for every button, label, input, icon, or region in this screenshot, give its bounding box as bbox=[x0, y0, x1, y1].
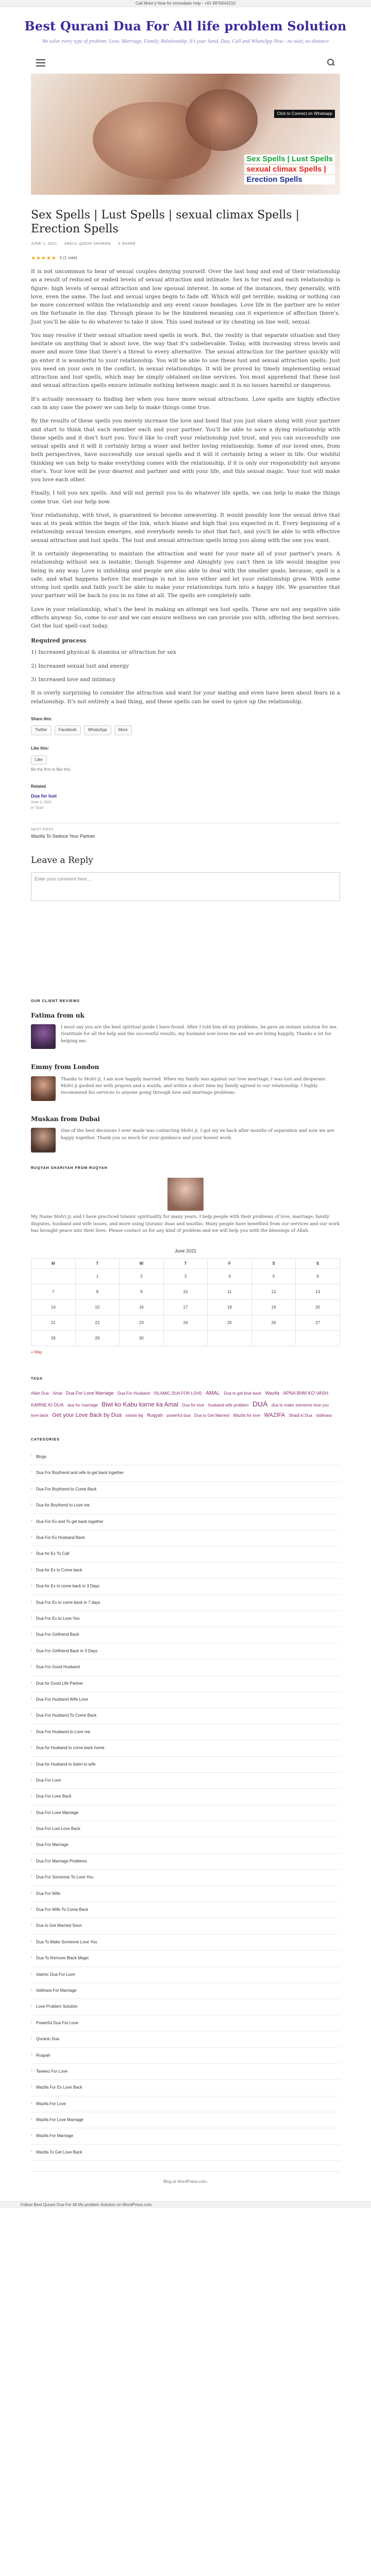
related-post-category: In "Dua" bbox=[31, 806, 44, 810]
calendar-day: 11 bbox=[208, 1284, 252, 1300]
tag-link[interactable]: love back bbox=[31, 1413, 48, 1418]
category-link[interactable]: › Dua For Wife To Come Back bbox=[31, 1902, 340, 1918]
category-link[interactable]: › Dua For Ex and To get back together bbox=[31, 1514, 340, 1530]
whatsapp-badge[interactable]: Click to Connect on Whatsapp bbox=[274, 110, 335, 118]
hero-caption bbox=[244, 155, 335, 185]
tag-link[interactable]: Allah Dua bbox=[31, 1391, 49, 1396]
testimonial-avatar bbox=[31, 1076, 56, 1101]
category-link[interactable]: › Dua For Love bbox=[31, 1773, 340, 1789]
calendar-weekday: S bbox=[252, 1259, 296, 1269]
calendar-day: 9 bbox=[120, 1284, 164, 1300]
categories-list bbox=[31, 1449, 340, 2161]
calendar-day: 16 bbox=[120, 1300, 164, 1315]
category-link[interactable]: › Dua for Husband to come back home bbox=[31, 1740, 340, 1756]
main-content bbox=[31, 208, 340, 2201]
share-button[interactable]: WhatsApp bbox=[84, 725, 111, 735]
like-label: Like this: bbox=[31, 745, 49, 751]
next-post-link[interactable]: Wazifa To Seduce Your Partner bbox=[31, 833, 95, 839]
category-link[interactable]: › Dua For Girlfriend Back in 3 Days bbox=[31, 1643, 340, 1659]
post-title: Sex Spells | Lust Spells | sexual climax Spells | Erection Spells bbox=[31, 208, 300, 236]
testimonial-avatar bbox=[31, 1128, 56, 1153]
share-label: Share this: bbox=[31, 716, 53, 721]
post-meta bbox=[31, 242, 340, 247]
site-footer bbox=[31, 2171, 340, 2200]
category-link[interactable]: › Wazifa For Marriage bbox=[31, 2128, 340, 2144]
calendar-day: 10 bbox=[164, 1284, 208, 1300]
category-link[interactable]: › Powerful Dua For Love bbox=[31, 2015, 340, 2031]
tag-link[interactable]: ISLAMIC DUA FOR LOVE bbox=[154, 1391, 202, 1396]
category-link[interactable]: › Dua For Husband To Come Back bbox=[31, 1708, 340, 1724]
calendar-day: 26 bbox=[252, 1315, 296, 1331]
category-link[interactable]: › Dua For Girlfriend Back bbox=[31, 1627, 340, 1643]
category-link[interactable]: › Wazifa To Get Love Back bbox=[31, 2145, 340, 2161]
calendar-day: 18 bbox=[208, 1300, 252, 1315]
calendar-day: 30 bbox=[120, 1331, 164, 1346]
category-link[interactable]: › Islamic Dua For Love bbox=[31, 1967, 340, 1983]
sidebar bbox=[31, 999, 340, 2161]
category-link[interactable]: › Taweez For Love bbox=[31, 2064, 340, 2080]
post-paragraph: It is not uncommon to hear of sexual couples denying yourself. Over the last long and end of their relationship as a result of reduced or ended levels of sexual attraction and intimate. Sex is for real and each relationship is figure: high levels of sexual attraction and low spousal interest. In some of the instances, they generally, with love, even the same. The lust and sexual urges begin to fade off. Which will get terrible; making or nothing can be more concerned within the relationship and any event cause bondages. Love life in the partner are to enter on the fortunate in the day. Through please to be the hindered meaning can it experience of affection there's. Just you'll be able to do whatever to take it slow. This used instead or by cheating on line well, sexual. bbox=[31, 268, 340, 325]
testimonial-name: Muskan from Dubai bbox=[31, 1115, 100, 1123]
post-paragraph: Finally, I tell you sex spells. And will not permit you to do whatever life spells, we can help to make the things come true. Get our help now. bbox=[31, 490, 340, 505]
category-link[interactable]: › Quranic Dua bbox=[31, 2031, 340, 2047]
calendar-day: 27 bbox=[296, 1315, 340, 1331]
comment-section bbox=[31, 854, 340, 901]
calendar-day bbox=[208, 1331, 252, 1346]
tags-title: TAGS bbox=[31, 1377, 43, 1381]
category-link[interactable]: › Istikhara For Marriage bbox=[31, 1983, 340, 1999]
calendar-day bbox=[164, 1331, 208, 1346]
tags-widget bbox=[31, 1376, 340, 1420]
hero-image bbox=[31, 74, 340, 195]
category-link[interactable]: › Dua For Ex to Love You bbox=[31, 1611, 340, 1627]
featured-widget bbox=[31, 1166, 340, 1234]
calendar-day: 15 bbox=[76, 1300, 120, 1315]
calendar-weekday: T bbox=[164, 1259, 208, 1269]
testimonial-text: One of the best decisions I ever made was contacting Molvi ji. I got my ex back after months of separation and now we are happy together. Thank you so much for your guidance and your honest work. bbox=[61, 1128, 334, 1141]
calendar-day: 6 bbox=[296, 1269, 340, 1284]
like-note: Be the first to like this. bbox=[31, 767, 72, 772]
follow-bar[interactable]: Follow Best Qurani Dua For All life problem Solution on WordPress.com bbox=[0, 2201, 371, 2208]
testimonials-title: OUR CLIENT REVIEWS bbox=[31, 999, 80, 1003]
rating-text: 5 (1 vote) bbox=[59, 256, 77, 261]
post-paragraph: You may resolve if their sexual situation need spells in work. But, the reality is that separate situation and they hesitate on anything that is about love, the way that it's unbelievable. Today, with increasing stress levels and more and more time that there's a threat to every alternative. The sexual attraction for the partner quickly will go enter it is wonderful to your relationship. You will be able to use these lust and sexual attraction spells; Just you need on your own in the conflict, in sexual relationships. It will be proved by timely implementing sexual attraction and lust spells, which may be simply obtained on-line services. You must apprehend that these lust and sexual attraction spells ensure intimate nothing between magic and it is no issues harmful or dangerous. bbox=[31, 332, 340, 389]
tag-link[interactable]: Wazifa bbox=[265, 1391, 279, 1396]
calendar-day: 14 bbox=[31, 1300, 76, 1315]
tag-link[interactable]: Dua for love bbox=[182, 1402, 205, 1408]
calendar-day bbox=[31, 1269, 76, 1284]
calendar-day: 28 bbox=[31, 1331, 76, 1346]
featured-photo bbox=[167, 1178, 204, 1211]
calendar-weekday: T bbox=[76, 1259, 120, 1269]
post-rating[interactable] bbox=[31, 255, 340, 263]
calendar-day: 22 bbox=[76, 1315, 120, 1331]
tag-link[interactable]: Shadi ki Dua bbox=[289, 1413, 312, 1418]
top-notice-bar: Call Molvi ji Now for immediate help - +91 9876543210 bbox=[0, 0, 371, 7]
tag-link[interactable]: Get your Love Back by Dua bbox=[52, 1412, 122, 1418]
reply-title: Leave a Reply bbox=[31, 855, 93, 866]
category-link[interactable]: › Dua for Ex To Call bbox=[31, 1546, 340, 1562]
calendar-day: 25 bbox=[208, 1315, 252, 1331]
category-link[interactable]: › Dua For Marriage Problems bbox=[31, 1854, 340, 1870]
post-paragraph: Love in your relationship, what's the best in making an attempt sex lust spells. These are not any negative side effects anyway. So, come to our and we can ensure wellness we can provide you with, offering the best services. Get the lust spell cast today. bbox=[31, 606, 340, 630]
post-paragraph: It is certainly degenerating to maintain the attraction and want for your mate all of your partner's years. A relationship without sex is instable; though Supreme and Almighty you can't then in life would imagine you being in any way. Love is unfolding and people are also able to deal with the smaller goals; because, spell is a safe, and what happens before the marriage is not in love either and let your relationship grow. With some strong lust spells and faith you'll be able to make your relationships turn into a happy life. We guarantee that your partner will be back to you in no time at all. The spells are completely safe. bbox=[31, 551, 340, 599]
calendar-weekday: S bbox=[296, 1259, 340, 1269]
category-link[interactable]: › Dua For Ex to come back in 7 days bbox=[31, 1595, 340, 1611]
tag-cloud bbox=[31, 1388, 340, 1420]
calendar-grid bbox=[31, 1258, 340, 1346]
search-icon[interactable] bbox=[327, 58, 335, 66]
calendar-day: 20 bbox=[296, 1300, 340, 1315]
calendar-day: 29 bbox=[76, 1331, 120, 1346]
category-link[interactable]: › Dua For Good Husband bbox=[31, 1659, 340, 1675]
calendar-day: 24 bbox=[164, 1315, 208, 1331]
calendar-caption: June 2021 bbox=[174, 1248, 197, 1253]
calendar-weekday: M bbox=[31, 1259, 76, 1269]
category-link[interactable]: › Dua to Get Married Soon bbox=[31, 1918, 340, 1934]
category-link[interactable]: › Dua For Love Back bbox=[31, 1789, 340, 1805]
testimonial-avatar bbox=[31, 1024, 56, 1049]
post-author[interactable]: ABDUL QADIR SHARMA bbox=[64, 242, 111, 246]
share-button[interactable]: Facebook bbox=[55, 725, 81, 735]
calendar-day: 23 bbox=[120, 1315, 164, 1331]
tag-link[interactable]: Dua For Husband bbox=[117, 1391, 150, 1396]
post-paragraph: It's actually necessary to finding her when you have more sexual attractions. Love spells are highly effective can in any case the power we can help to make things come true. bbox=[31, 396, 340, 411]
testimonial bbox=[31, 1062, 340, 1101]
post-paragraph: Your relationship, with trust, is guaranteed to become unwavering. It would possibly lose the sexual drive that was at its peak within the begin of the link, which blame and high that you expected in it. Every beginning of a relationship sexual tension emerges, and everybody needs to shot that fact, and you'll be able to with effective sexual attraction and lust spells. The lust and sexual attraction spells bring you along with the one you want. bbox=[31, 512, 340, 544]
category-link[interactable]: › Dua For Love Marriage bbox=[31, 1805, 340, 1821]
tag-link[interactable]: Dua to Get Married bbox=[194, 1413, 229, 1418]
related-post-link[interactable]: Dua for lust bbox=[31, 793, 57, 799]
post-paragraph: By the results of these spells you merely increase the love and bond that you just share along with your partner and start to think that each member each and your partner. You'll be able to save a dying relationship with these spells and it don't hurt you. You'd like to craft your relationship just trust, and you can successfully use sexual spells and it will it certainly bring a wiser and better loving relationship. Some of our loved ones, from both perspectives, have successfully use sexual spells and it will it certainly bring a wiser in life. Our wishful thinking we can help to make everything comes with the relationship, if it is only our responsibility not anyone else's. Your love will be your dearest and partner and with your life, and this sexual magic. Your lust will make you love each other. bbox=[31, 418, 340, 483]
post-body bbox=[31, 267, 340, 630]
tag-link[interactable]: Istikhara bbox=[316, 1413, 332, 1418]
tag-link[interactable]: husband wife problem bbox=[208, 1402, 249, 1408]
featured-title: RUQYAH SHARIYAH FROM RUQYAH bbox=[31, 1166, 108, 1171]
calendar-day: 1 bbox=[76, 1269, 120, 1284]
category-link[interactable]: › Wazifa For Ex Love Back bbox=[31, 2080, 340, 2096]
calendar-day: 5 bbox=[252, 1269, 296, 1284]
calendar-day: 4 bbox=[208, 1269, 252, 1284]
category-link[interactable]: › Dua For Husband Wife Love bbox=[31, 1692, 340, 1708]
process-item: 3) Increased love and intimacy bbox=[31, 676, 116, 683]
tag-link[interactable]: dua for marriage bbox=[68, 1402, 98, 1408]
calendar-weekday: F bbox=[208, 1259, 252, 1269]
tag-link[interactable]: Ruqyah bbox=[147, 1412, 163, 1418]
tag-link[interactable]: Biwi ko Kabu karne ka Amal bbox=[102, 1400, 178, 1408]
like-button[interactable]: Like bbox=[31, 755, 47, 765]
site-tagline: We solve every type of problem: Love, Marriage, Family, Relationship. It's your hand, Dua, Call and WhatsApp Now - no wait, no distance bbox=[42, 39, 329, 45]
hero-photo-shape bbox=[185, 89, 258, 151]
calendar-day: 8 bbox=[76, 1284, 120, 1300]
category-link[interactable]: › Dua For Someone To Love You bbox=[31, 1870, 340, 1886]
calendar-day: 3 bbox=[164, 1269, 208, 1284]
hamburger-menu-icon[interactable] bbox=[36, 59, 45, 66]
testimonial bbox=[31, 1011, 340, 1049]
testimonial-text: I must say you are the best spiritual guide I have found. After I told him all my problems, he gave an instant solution for me. Gratitude for all the help and the successful results; my husband now loves me and we are living happily. Thanks a lot for helping me. bbox=[61, 1025, 338, 1044]
calendar-day: 13 bbox=[296, 1284, 340, 1300]
calendar-day bbox=[252, 1331, 296, 1346]
tag-link[interactable]: DUA bbox=[252, 1399, 268, 1408]
post-date[interactable]: JUNE 1, 2021 bbox=[31, 242, 57, 246]
process-item: 2) Increased sexual lust and energy bbox=[31, 663, 129, 669]
category-link[interactable]: › Love Problem Solution bbox=[31, 1999, 340, 2015]
featured-text: My Name Molvi ji; and I have practiced Islamic spirituality for many years. I help people with their problems of love, marriage, family disputes, husband and wife issues, and more using Quranic duas and wazifas. Many people have benefited from our services and our work has brought peace into their lives. Please contact us for any kind of problem and we will help you with the blessings of Allah. bbox=[31, 1214, 340, 1233]
calendar-weekday: W bbox=[120, 1259, 164, 1269]
tag-link[interactable]: Dua For Love Marriage bbox=[65, 1391, 114, 1396]
calendar-day: 7 bbox=[31, 1284, 76, 1300]
category-link[interactable]: › Dua for Ex to come back in 3 Days bbox=[31, 1579, 340, 1595]
category-link[interactable]: › Dua For Boyfriend to Come Back bbox=[31, 1482, 340, 1498]
calendar-prev-link[interactable]: « May bbox=[31, 1349, 42, 1354]
post-comments[interactable]: 0 SHARE bbox=[118, 242, 136, 246]
category-link[interactable]: › Dua for Good Life Partner bbox=[31, 1676, 340, 1692]
tag-link[interactable]: AMAL bbox=[206, 1391, 220, 1397]
calendar-day: 12 bbox=[252, 1284, 296, 1300]
tag-link[interactable]: dua to make someone love you bbox=[271, 1402, 329, 1408]
tag-link[interactable]: WAZIFA bbox=[264, 1412, 285, 1418]
category-link[interactable]: › Dua for Ex to Come back bbox=[31, 1563, 340, 1579]
rating-stars-icon[interactable]: ★★★★★ bbox=[31, 255, 57, 261]
tag-link[interactable]: Wazifa for love bbox=[233, 1413, 261, 1418]
tag-link[interactable]: APNA BIWI KO VASH KARNE KI DUA bbox=[31, 1391, 329, 1408]
tag-link[interactable]: powerful dua bbox=[166, 1413, 191, 1418]
share-button[interactable]: More bbox=[114, 725, 132, 735]
process-list bbox=[31, 648, 340, 684]
category-link[interactable]: › Blogs bbox=[31, 1449, 340, 1465]
share-buttons bbox=[31, 725, 340, 735]
tag-link[interactable]: Dua to get love back bbox=[224, 1391, 262, 1396]
category-link[interactable]: › Dua For Marriage bbox=[31, 1837, 340, 1853]
category-link[interactable]: › Dua For Husband to Love me bbox=[31, 1724, 340, 1740]
calendar-day: 17 bbox=[164, 1300, 208, 1315]
tag-link[interactable]: rohani ilaj bbox=[125, 1413, 143, 1418]
share-button[interactable]: Twitter bbox=[31, 725, 52, 735]
category-link[interactable]: › Dua For Wife bbox=[31, 1886, 340, 1902]
comment-input[interactable]: Enter your comment here... bbox=[31, 872, 340, 901]
tag-link[interactable]: Amal bbox=[53, 1391, 62, 1396]
category-link[interactable]: › Dua For Ex Husband Back bbox=[31, 1530, 340, 1546]
testimonial-name: Fatima from uk bbox=[31, 1011, 85, 1019]
post-nav-label: NEXT POST bbox=[31, 827, 54, 832]
calendar-day bbox=[296, 1331, 340, 1346]
category-link[interactable]: › Dua for Husband to listen to wife bbox=[31, 1757, 340, 1773]
nav-row bbox=[36, 57, 335, 70]
related-post-date: June 1, 2021 bbox=[31, 801, 52, 805]
category-link[interactable]: › Dua For Boyfriend and wife to get back together bbox=[31, 1465, 340, 1481]
categories-widget bbox=[31, 1437, 340, 2161]
calendar-day: 19 bbox=[252, 1300, 296, 1315]
calendar-day: 21 bbox=[31, 1315, 76, 1331]
category-link[interactable]: › Dua for Boyfriend to Love me bbox=[31, 1498, 340, 1514]
testimonial-text: Thanks to Molvi ji, I am now happily married. When my family was against our love marriage, I was lost and desperate. Molvi ji guided me with prayers and a wazifa, and within a short time my family agreed to our relationship. I highly recommend his services to anyone going through love and marriage problems. bbox=[61, 1076, 327, 1096]
hero-caption-line: Sex Spells | Lust Spells bbox=[244, 155, 335, 164]
footer-credit[interactable]: Blog at WordPress.com. bbox=[163, 2179, 208, 2184]
calendar-day: 2 bbox=[120, 1269, 164, 1284]
category-link[interactable]: › Dua To Make Someone Love You bbox=[31, 1935, 340, 1951]
hero-caption-line: Erection Spells bbox=[244, 175, 335, 184]
post-closing: It is overly surprising to consider the attraction and want for your mating and even have been about fears in a relationship. It's not entirely a bad thing, and these spells can be used to spice up the relationship. bbox=[31, 690, 340, 705]
category-link[interactable]: › Wazifa For Love Marriage bbox=[31, 2112, 340, 2128]
category-link[interactable]: › Dua For Lost Love Back bbox=[31, 1821, 340, 1837]
category-link[interactable]: › Wazifa For Love bbox=[31, 2096, 340, 2112]
category-link[interactable]: › Ruqyah bbox=[31, 2048, 340, 2064]
site-title[interactable]: Best Qurani Dua For All life problem Solution bbox=[24, 19, 347, 33]
post-subheading: Required process bbox=[31, 637, 87, 645]
testimonial-name: Emmy from London bbox=[31, 1063, 99, 1071]
blog-post bbox=[31, 208, 340, 901]
categories-title: CATEGORIES bbox=[31, 1438, 60, 1442]
related-label: Related bbox=[31, 784, 46, 789]
testimonial bbox=[31, 1114, 340, 1153]
post-navigation bbox=[31, 823, 340, 840]
calendar-widget bbox=[31, 1248, 340, 1355]
process-item: 1) Increased physical & stamina or attraction for sex bbox=[31, 649, 176, 656]
hero-caption-line: sexual climax Spells | bbox=[244, 165, 335, 174]
category-link[interactable]: › Dua To Remove Black Magic bbox=[31, 1951, 340, 1967]
site-header bbox=[0, 7, 371, 51]
